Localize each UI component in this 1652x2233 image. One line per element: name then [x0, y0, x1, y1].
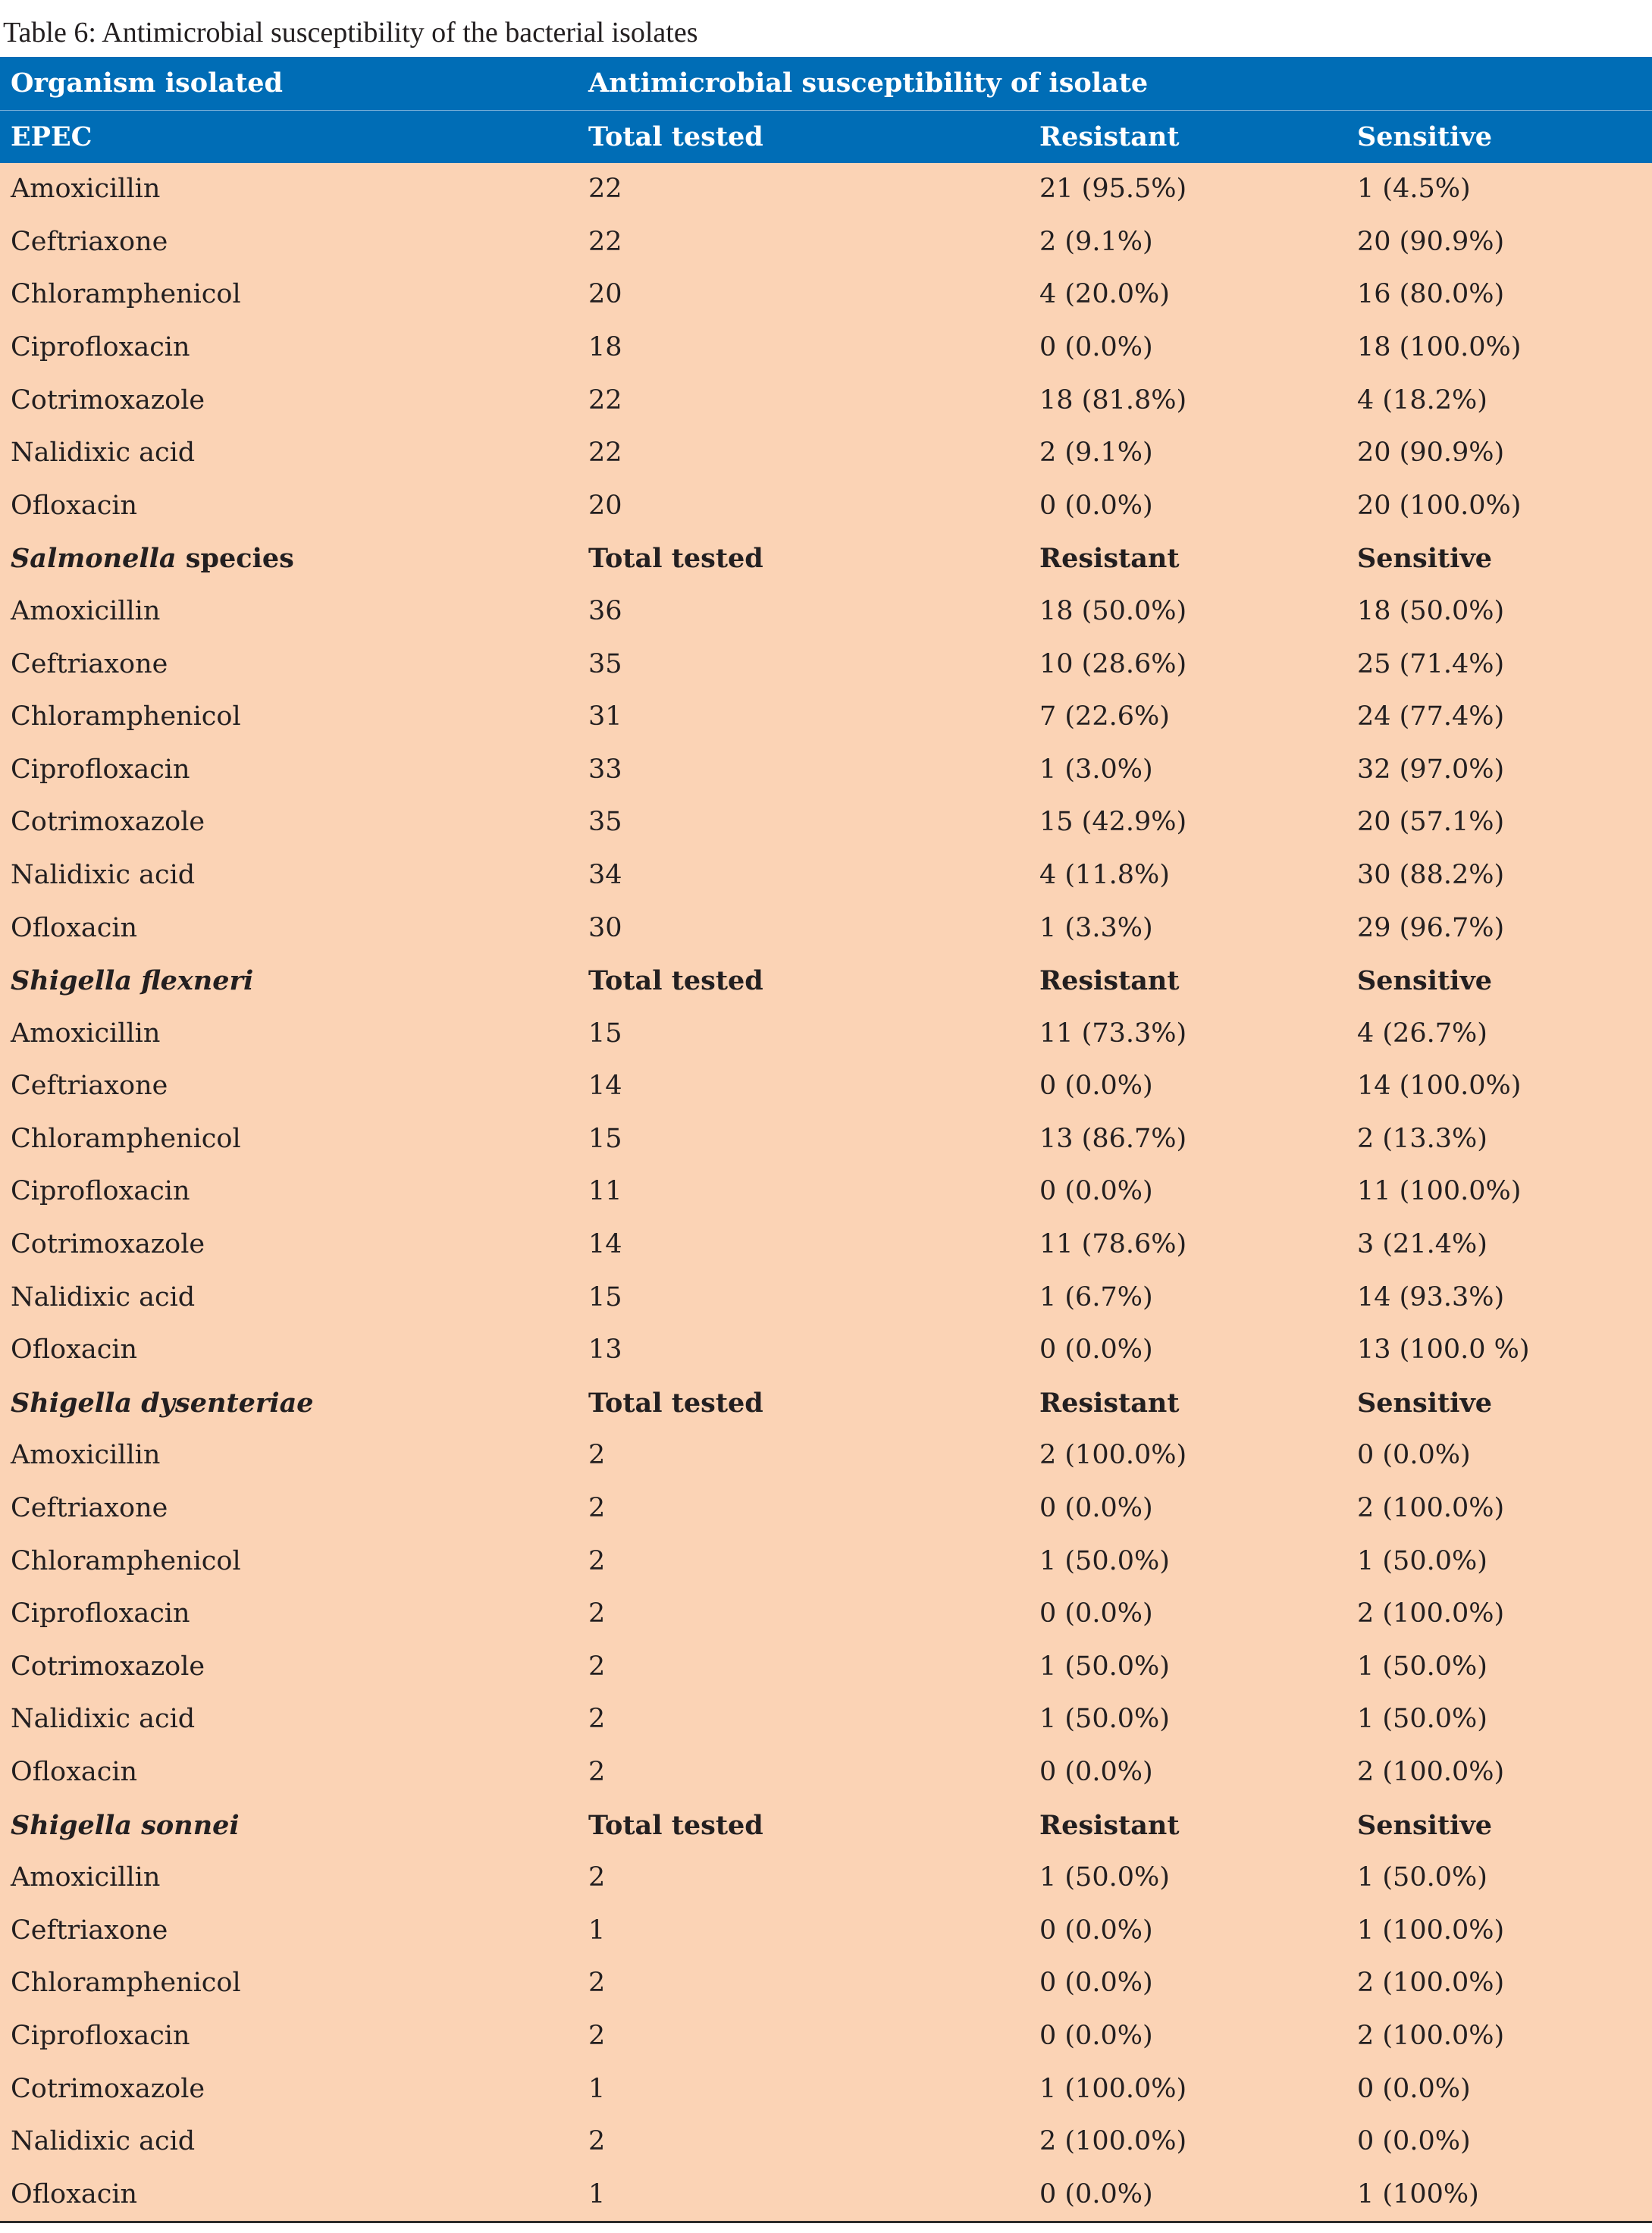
table-row — [0, 2063, 1652, 2116]
sensitive-value: 0 (0.0%) — [1357, 1440, 1471, 1471]
table-row — [0, 1008, 1652, 1061]
drug-name: Ofloxacin — [11, 1757, 138, 1787]
resistant-value: 1 (50.0%) — [1039, 1704, 1170, 1735]
organism-name-italic: Salmonella — [11, 543, 177, 575]
group-header-row — [0, 532, 1652, 585]
table-row — [0, 163, 1652, 216]
resistant-value: 0 (0.0%) — [1039, 1915, 1153, 1946]
table-row — [0, 1272, 1652, 1325]
drug-name: Ofloxacin — [11, 912, 138, 943]
sensitive-value: 4 (18.2%) — [1357, 384, 1487, 416]
drug-name: Ofloxacin — [11, 490, 138, 521]
sensitive-value: 1 (100.0%) — [1357, 1915, 1505, 1946]
resistant-value: 2 (9.1%) — [1039, 438, 1153, 469]
sensitive-value: 2 (13.3%) — [1357, 1123, 1487, 1154]
drug-name: Ceftriaxone — [11, 226, 168, 257]
total-tested-label: Total tested — [588, 1387, 763, 1419]
organism-name-plain: species — [176, 543, 294, 575]
group-header-row — [0, 1799, 1652, 1852]
drug-name: Ceftriaxone — [11, 1493, 168, 1524]
sensitive-value: 0 (0.0%) — [1357, 2073, 1471, 2104]
resistant-label: Resistant — [1039, 543, 1180, 575]
resistant-value: 18 (50.0%) — [1039, 595, 1187, 626]
drug-name: Ofloxacin — [11, 1334, 138, 1366]
sensitive-value: 20 (90.9%) — [1357, 438, 1505, 469]
sensitive-value: 1 (50.0%) — [1357, 1704, 1487, 1735]
total-tested-value: 20 — [588, 490, 622, 521]
drug-name: Amoxicillin — [11, 1862, 161, 1893]
group-header-row — [0, 1377, 1652, 1430]
table-row — [0, 1060, 1652, 1113]
drug-name: Amoxicillin — [11, 174, 161, 205]
table-row — [0, 321, 1652, 375]
total-tested-label: Total tested — [588, 965, 763, 997]
total-tested-value: 35 — [588, 807, 622, 838]
total-tested-value: 20 — [588, 279, 622, 310]
resistant-value: 15 (42.9%) — [1039, 807, 1187, 838]
drug-name: Ofloxacin — [11, 2178, 138, 2209]
table-row — [0, 902, 1652, 955]
total-tested-value: 15 — [588, 1018, 622, 1049]
resistant-label: Resistant — [1039, 965, 1180, 997]
table-row — [0, 268, 1652, 321]
total-tested-label: Total tested — [588, 1809, 763, 1841]
drug-name: Amoxicillin — [11, 1018, 161, 1049]
sensitive-value: 30 (88.2%) — [1357, 859, 1505, 890]
total-tested-value: 14 — [588, 1229, 622, 1260]
table-row — [0, 585, 1652, 638]
drug-name: Ciprofloxacin — [11, 754, 190, 785]
drug-name: Ciprofloxacin — [11, 1176, 190, 1207]
sensitive-label: Sensitive — [1357, 1809, 1493, 1841]
resistant-value: 2 (100.0%) — [1039, 1440, 1187, 1471]
table-row — [0, 2010, 1652, 2063]
drug-name: Chloramphenicol — [11, 1123, 241, 1154]
total-tested-value: 33 — [588, 754, 622, 785]
resistant-value: 2 (100.0%) — [1039, 2126, 1187, 2157]
total-tested-value: 35 — [588, 648, 622, 679]
resistant-value: 2 (9.1%) — [1039, 226, 1153, 257]
drug-name: Chloramphenicol — [11, 1545, 241, 1576]
drug-name: Cotrimoxazole — [11, 1229, 205, 1260]
organism-name-plain: EPEC — [11, 121, 92, 152]
sensitive-value: 25 (71.4%) — [1357, 648, 1505, 679]
sensitive-value: 1 (100%) — [1357, 2178, 1479, 2209]
table-row — [0, 480, 1652, 533]
resistant-value: 0 (0.0%) — [1039, 2178, 1153, 2209]
resistant-value: 11 (73.3%) — [1039, 1018, 1187, 1049]
resistant-value: 4 (20.0%) — [1039, 279, 1170, 310]
drug-name: Ciprofloxacin — [11, 2020, 190, 2051]
total-tested-value: 15 — [588, 1281, 622, 1313]
resistant-value: 10 (28.6%) — [1039, 648, 1187, 679]
total-tested-value: 11 — [588, 1176, 622, 1207]
organism-name — [11, 1799, 240, 1852]
total-tested-value: 2 — [588, 1440, 606, 1471]
sensitive-value: 14 (93.3%) — [1357, 1281, 1505, 1313]
sensitive-value: 2 (100.0%) — [1357, 2020, 1505, 2051]
table-header-row — [0, 57, 1652, 111]
sensitive-label: Sensitive — [1357, 543, 1493, 575]
sensitive-value: 20 (57.1%) — [1357, 807, 1505, 838]
group-header-row — [0, 111, 1652, 164]
table-row — [0, 638, 1652, 692]
drug-name: Ceftriaxone — [11, 1915, 168, 1946]
resistant-label: Resistant — [1039, 121, 1180, 152]
sensitive-label: Sensitive — [1357, 1387, 1493, 1419]
drug-name: Nalidixic acid — [11, 1281, 196, 1313]
sensitive-value: 29 (96.7%) — [1357, 912, 1505, 943]
group-header-row — [0, 955, 1652, 1008]
sensitive-value: 1 (50.0%) — [1357, 1862, 1487, 1893]
total-tested-value: 36 — [588, 595, 622, 626]
sensitive-value: 18 (50.0%) — [1357, 595, 1505, 626]
total-tested-value: 2 — [588, 1651, 606, 1682]
total-tested-value: 2 — [588, 1968, 606, 1999]
sensitive-value: 3 (21.4%) — [1357, 1229, 1487, 1260]
total-tested-value: 1 — [588, 1915, 606, 1946]
drug-name: Nalidixic acid — [11, 438, 196, 469]
resistant-value: 1 (3.0%) — [1039, 754, 1153, 785]
resistant-value: 18 (81.8%) — [1039, 384, 1187, 416]
table-row — [0, 1218, 1652, 1272]
sensitive-value: 24 (77.4%) — [1357, 701, 1505, 732]
sensitive-value: 1 (50.0%) — [1357, 1651, 1487, 1682]
table-caption: Table 6: Antimicrobial susceptibility of the bacterial isolates — [3, 17, 698, 49]
table-row — [0, 1324, 1652, 1377]
header-organism-isolated: Organism isolated — [11, 67, 283, 99]
total-tested-value: 2 — [588, 1545, 606, 1576]
sensitive-value: 2 (100.0%) — [1357, 1968, 1505, 1999]
drug-name: Cotrimoxazole — [11, 807, 205, 838]
resistant-value: 0 (0.0%) — [1039, 1757, 1153, 1787]
total-tested-value: 2 — [588, 2020, 606, 2051]
table-row — [0, 1852, 1652, 1905]
table-row — [0, 1535, 1652, 1589]
total-tested-value: 1 — [588, 2178, 606, 2209]
organism-name — [11, 1377, 314, 1430]
susceptibility-table — [0, 57, 1652, 2223]
total-tested-value: 30 — [588, 912, 622, 943]
resistant-value: 1 (100.0%) — [1039, 2073, 1187, 2104]
total-tested-value: 13 — [588, 1334, 622, 1366]
resistant-value: 1 (50.0%) — [1039, 1545, 1170, 1576]
sensitive-value: 2 (100.0%) — [1357, 1598, 1505, 1629]
organism-name — [11, 111, 92, 164]
sensitive-label: Sensitive — [1357, 965, 1493, 997]
sensitive-value: 1 (4.5%) — [1357, 174, 1471, 205]
drug-name: Chloramphenicol — [11, 701, 241, 732]
drug-name: Amoxicillin — [11, 1440, 161, 1471]
total-tested-value: 2 — [588, 1598, 606, 1629]
drug-name: Cotrimoxazole — [11, 384, 205, 416]
resistant-value: 1 (3.3%) — [1039, 912, 1153, 943]
sensitive-label: Sensitive — [1357, 121, 1493, 152]
table-row — [0, 744, 1652, 797]
table-row — [0, 1429, 1652, 1482]
resistant-value: 0 (0.0%) — [1039, 1334, 1153, 1366]
total-tested-label: Total tested — [588, 543, 763, 575]
resistant-value: 13 (86.7%) — [1039, 1123, 1187, 1154]
drug-name: Chloramphenicol — [11, 279, 241, 310]
total-tested-value: 2 — [588, 1862, 606, 1893]
resistant-value: 21 (95.5%) — [1039, 174, 1187, 205]
resistant-label: Resistant — [1039, 1809, 1180, 1841]
sensitive-value: 2 (100.0%) — [1357, 1493, 1505, 1524]
total-tested-value: 22 — [588, 174, 622, 205]
resistant-value: 0 (0.0%) — [1039, 2020, 1153, 2051]
drug-name: Cotrimoxazole — [11, 1651, 205, 1682]
table-row — [0, 1113, 1652, 1166]
resistant-value: 0 (0.0%) — [1039, 331, 1153, 362]
sensitive-value: 20 (100.0%) — [1357, 490, 1522, 521]
sensitive-value: 18 (100.0%) — [1357, 331, 1522, 362]
total-tested-value: 2 — [588, 1704, 606, 1735]
drug-name: Ceftriaxone — [11, 1071, 168, 1102]
table-row — [0, 796, 1652, 849]
sensitive-value: 11 (100.0%) — [1357, 1176, 1522, 1207]
table-row — [0, 1641, 1652, 1694]
sensitive-value: 0 (0.0%) — [1357, 2126, 1471, 2157]
table-row — [0, 216, 1652, 269]
total-tested-value: 18 — [588, 331, 622, 362]
table-row — [0, 2169, 1652, 2222]
resistant-value: 11 (78.6%) — [1039, 1229, 1187, 1260]
table-row — [0, 1905, 1652, 1958]
table-row — [0, 1588, 1652, 1641]
sensitive-value: 32 (97.0%) — [1357, 754, 1505, 785]
organism-name-italic: Shigella flexneri — [11, 965, 254, 997]
table-row — [0, 1957, 1652, 2010]
resistant-value: 0 (0.0%) — [1039, 1598, 1153, 1629]
table-row — [0, 1693, 1652, 1746]
drug-name: Ciprofloxacin — [11, 331, 190, 362]
total-tested-value: 2 — [588, 1493, 606, 1524]
resistant-value: 1 (50.0%) — [1039, 1862, 1170, 1893]
drug-name: Amoxicillin — [11, 595, 161, 626]
sensitive-value: 13 (100.0 %) — [1357, 1334, 1530, 1366]
resistant-label: Resistant — [1039, 1387, 1180, 1419]
resistant-value: 0 (0.0%) — [1039, 490, 1153, 521]
resistant-value: 0 (0.0%) — [1039, 1968, 1153, 1999]
table-row — [0, 375, 1652, 428]
drug-name: Ceftriaxone — [11, 648, 168, 679]
table-row — [0, 2115, 1652, 2169]
table-row — [0, 849, 1652, 902]
total-tested-label: Total tested — [588, 121, 763, 152]
total-tested-value: 22 — [588, 438, 622, 469]
total-tested-value: 22 — [588, 384, 622, 416]
table-row — [0, 1165, 1652, 1218]
total-tested-value: 15 — [588, 1123, 622, 1154]
resistant-value: 7 (22.6%) — [1039, 701, 1170, 732]
drug-name: Cotrimoxazole — [11, 2073, 205, 2104]
table-row — [0, 1482, 1652, 1535]
drug-name: Nalidixic acid — [11, 1704, 196, 1735]
organism-name-italic: Shigella dysenteriae — [11, 1387, 314, 1419]
organism-name — [11, 955, 253, 1008]
drug-name: Nalidixic acid — [11, 859, 196, 890]
organism-name-italic: Shigella sonnei — [11, 1809, 240, 1841]
sensitive-value: 1 (50.0%) — [1357, 1545, 1487, 1576]
resistant-value: 1 (6.7%) — [1039, 1281, 1153, 1313]
drug-name: Chloramphenicol — [11, 1968, 241, 1999]
sensitive-value: 20 (90.9%) — [1357, 226, 1505, 257]
total-tested-value: 34 — [588, 859, 622, 890]
drug-name: Ciprofloxacin — [11, 1598, 190, 1629]
total-tested-value: 2 — [588, 2126, 606, 2157]
total-tested-value: 22 — [588, 226, 622, 257]
total-tested-value: 2 — [588, 1757, 606, 1787]
total-tested-value: 14 — [588, 1071, 622, 1102]
table-row — [0, 1746, 1652, 1799]
sensitive-value: 14 (100.0%) — [1357, 1071, 1522, 1102]
drug-name: Nalidixic acid — [11, 2126, 196, 2157]
total-tested-value: 31 — [588, 701, 622, 732]
resistant-value: 0 (0.0%) — [1039, 1071, 1153, 1102]
sensitive-value: 16 (80.0%) — [1357, 279, 1505, 310]
sensitive-value: 4 (26.7%) — [1357, 1018, 1487, 1049]
resistant-value: 0 (0.0%) — [1039, 1493, 1153, 1524]
resistant-value: 4 (11.8%) — [1039, 859, 1170, 890]
resistant-value: 0 (0.0%) — [1039, 1176, 1153, 1207]
resistant-value: 1 (50.0%) — [1039, 1651, 1170, 1682]
table-row — [0, 427, 1652, 480]
table-row — [0, 691, 1652, 744]
header-antimicrobial-susceptibility: Antimicrobial susceptibility of isolate — [588, 67, 1149, 99]
sensitive-value: 2 (100.0%) — [1357, 1757, 1505, 1787]
organism-name — [11, 532, 294, 585]
total-tested-value: 1 — [588, 2073, 606, 2104]
